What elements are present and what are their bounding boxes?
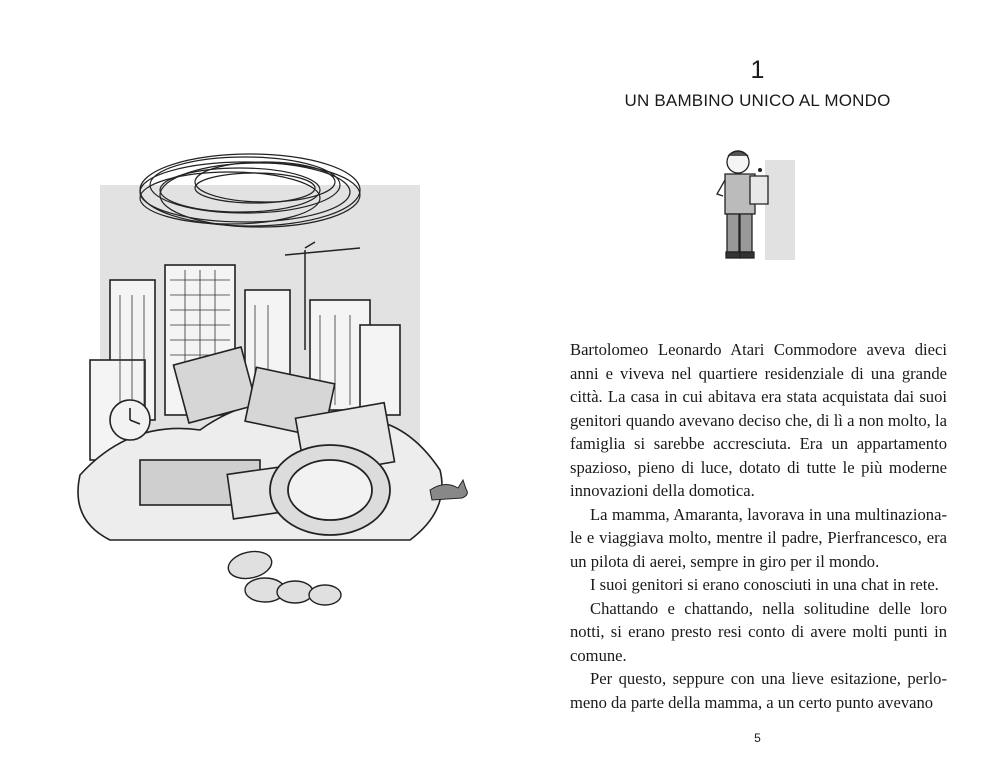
right-page (500, 0, 1000, 780)
boy-with-backpack-illustration (710, 140, 800, 280)
city-junk-illustration (70, 130, 490, 620)
paragraph-3: I suoi genitori si erano conosciuti in una chat in rete. (590, 575, 939, 594)
paragraph-1: Bartolomeo Leonardo Atari Commodore aveva dieci anni e viveva nel quartiere residenziale di una grande città. La casa in cui abitava era stata acquistata dai suoi genitori quando avevano deciso che, di lì a non molto, la famiglia si sarebbe accresciuta. Era un appartamento spazioso, pieno di luce, dotato di tutte le più moderne innovazioni della domotica. (570, 340, 947, 500)
paragraph-5: Per questo, seppure con una lieve esitazione, perlo-meno da parte della mamma, a un certo punto avevano (570, 669, 947, 712)
chapter-body-text (570, 338, 947, 714)
paragraph-2: La mamma, Amaranta, lavorava in una multinaziona-le e viaggiava molto, mentre il padre, Pierfrancesco, era un pilota di aerei, sempre in giro per il mondo. (570, 504, 947, 571)
page-number: 5 (754, 731, 761, 745)
paragraph-4: Chattando e chattando, nella solitudine delle loro notti, si erano presto resi conto di avere molti punti in comune. (570, 598, 947, 665)
chapter-title: UN BAMBINO UNICO AL MONDO (624, 91, 891, 110)
chapter-number: 1 (750, 56, 765, 84)
